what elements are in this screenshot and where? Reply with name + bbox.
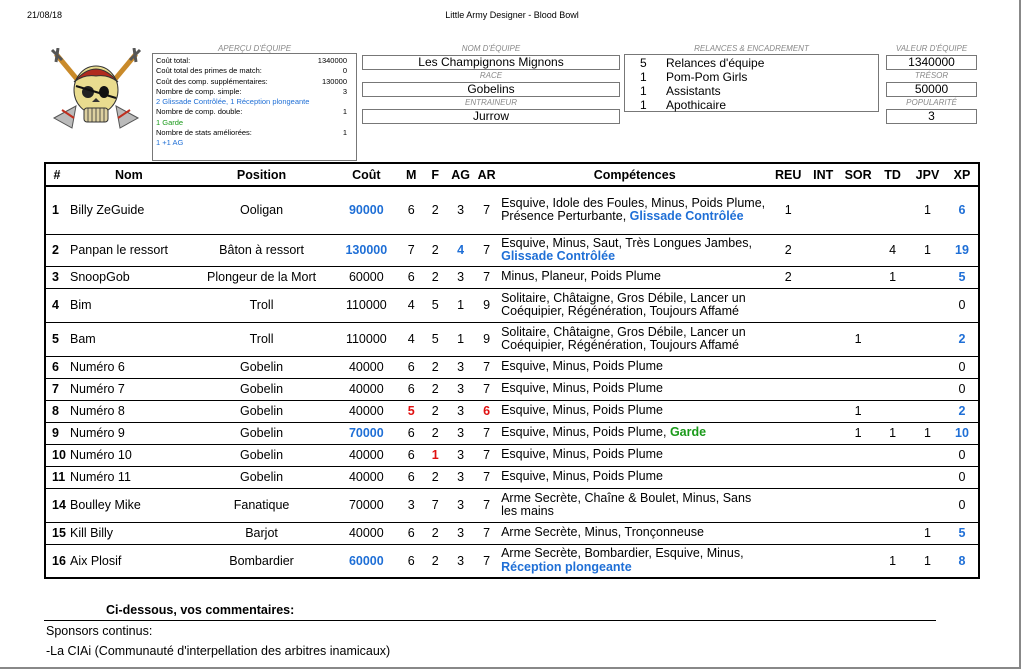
player-ar: 7 <box>474 356 499 378</box>
player-f: 2 <box>423 422 447 444</box>
player-number: 10 <box>45 444 68 466</box>
player-position: Plongeur de la Mort <box>190 266 334 288</box>
player-xp: 0 <box>946 356 979 378</box>
player-position: Troll <box>190 322 334 356</box>
player-ag: 3 <box>447 522 474 544</box>
player-int <box>806 522 840 544</box>
table-row <box>45 400 979 422</box>
player-int <box>806 422 840 444</box>
player-cost: 110000 <box>333 322 399 356</box>
treasury-label: TRÉSOR <box>914 71 949 80</box>
player-name: Kill Billy <box>68 522 190 544</box>
team-name-label: NOM D'ÉQUIPE <box>461 44 521 53</box>
player-f: 2 <box>423 466 447 488</box>
player-f: 1 <box>423 444 447 466</box>
player-position: Gobelin <box>190 466 334 488</box>
player-xp: 10 <box>946 422 979 444</box>
player-skills: Esquive, Minus, Poids Plume <box>499 378 770 400</box>
player-td: 4 <box>876 234 909 266</box>
player-ag: 3 <box>447 378 474 400</box>
table-row <box>45 444 979 466</box>
popularity-label: POPULARITÉ <box>906 98 957 107</box>
player-reu <box>770 288 806 322</box>
extra-skill: Garde <box>669 425 707 440</box>
staff-apothecary: 1 Apothicaire <box>640 98 727 112</box>
team-overview-label: APERÇU D'ÉQUIPE <box>217 44 292 53</box>
comments-divider <box>44 620 936 621</box>
player-reu: 1 <box>770 186 806 234</box>
staff-rerolls: 5 Relances d'équipe <box>640 56 765 70</box>
player-cost: 70000 <box>333 488 399 522</box>
player-name: Numéro 8 <box>68 400 190 422</box>
col-f: F <box>423 163 447 186</box>
team-value-field: 1340000 <box>886 55 977 70</box>
team-overview-box <box>152 53 357 161</box>
team-name-field: Les Champignons Mignons <box>362 55 620 70</box>
player-skills: Esquive, Minus, Poids Plume <box>499 400 770 422</box>
player-jpv: 1 <box>909 186 946 234</box>
player-reu <box>770 378 806 400</box>
player-reu <box>770 322 806 356</box>
player-f: 2 <box>423 544 447 578</box>
player-cost: 60000 <box>333 266 399 288</box>
player-jpv <box>909 288 946 322</box>
overview-simple-skills-list: 2 Glissade Contrôlée, 1 Réception plongeante <box>156 97 310 107</box>
player-ag: 3 <box>447 356 474 378</box>
player-number: 8 <box>45 400 68 422</box>
player-td <box>876 400 909 422</box>
col-sor: SOR <box>840 163 876 186</box>
player-cost: 60000 <box>333 544 399 578</box>
player-number: 16 <box>45 544 68 578</box>
player-f: 2 <box>423 356 447 378</box>
player-xp: 5 <box>946 266 979 288</box>
player-m: 6 <box>399 378 423 400</box>
overview-simple-skills: Nombre de comp. simple: 3 <box>156 86 347 96</box>
player-m: 6 <box>399 522 423 544</box>
player-jpv: 1 <box>909 422 946 444</box>
race-field: Gobelins <box>362 82 620 97</box>
player-m: 6 <box>399 544 423 578</box>
col-skills: Compétences <box>499 163 770 186</box>
player-cost: 40000 <box>333 522 399 544</box>
player-xp: 6 <box>946 186 979 234</box>
player-cost: 90000 <box>333 186 399 234</box>
player-int <box>806 322 840 356</box>
player-f: 2 <box>423 266 447 288</box>
player-sor <box>840 488 876 522</box>
player-name: Numéro 7 <box>68 378 190 400</box>
overview-double-skills: Nombre de comp. double: 1 <box>156 107 347 117</box>
player-xp: 0 <box>946 288 979 322</box>
player-m: 6 <box>399 444 423 466</box>
player-td <box>876 522 909 544</box>
player-reu <box>770 544 806 578</box>
player-int <box>806 544 840 578</box>
overview-total-cost: Coût total: 1340000 <box>156 56 347 65</box>
player-jpv <box>909 488 946 522</box>
player-ar: 7 <box>474 522 499 544</box>
player-number: 4 <box>45 288 68 322</box>
col-reu: REU <box>770 163 806 186</box>
popularity-field: 3 <box>886 109 977 124</box>
player-skills: Arme Secrète, Chaîne & Boulet, Minus, Sans les mains <box>499 488 770 522</box>
coach-field: Jurrow <box>362 109 620 124</box>
player-ag: 1 <box>447 322 474 356</box>
player-skills: Esquive, Minus, Poids Plume, Garde <box>499 422 770 444</box>
player-ar: 7 <box>474 444 499 466</box>
print-date: 21/08/18 <box>27 10 63 20</box>
player-name: Panpan le ressort <box>68 234 190 266</box>
staff-assistants: 1 Assistants <box>640 84 721 98</box>
player-td <box>876 444 909 466</box>
table-row <box>45 356 979 378</box>
player-ag: 3 <box>447 444 474 466</box>
overview-improved-stats-list: 1 +1 AG <box>156 138 184 148</box>
player-f: 2 <box>423 234 447 266</box>
player-position: Bâton à ressort <box>190 234 334 266</box>
player-ar: 7 <box>474 422 499 444</box>
player-td: 1 <box>876 266 909 288</box>
player-ar: 7 <box>474 466 499 488</box>
player-cost: 70000 <box>333 422 399 444</box>
player-jpv <box>909 378 946 400</box>
player-position: Gobelin <box>190 356 334 378</box>
player-ar: 7 <box>474 378 499 400</box>
player-xp: 0 <box>946 444 979 466</box>
player-skills: Esquive, Minus, Poids Plume <box>499 466 770 488</box>
player-sor <box>840 466 876 488</box>
player-ar: 7 <box>474 266 499 288</box>
player-int <box>806 400 840 422</box>
table-row <box>45 266 979 288</box>
player-sor: 1 <box>840 322 876 356</box>
player-number: 6 <box>45 356 68 378</box>
player-ag: 3 <box>447 422 474 444</box>
player-td <box>876 466 909 488</box>
player-xp: 5 <box>946 522 979 544</box>
player-td <box>876 322 909 356</box>
player-number: 15 <box>45 522 68 544</box>
player-m: 7 <box>399 234 423 266</box>
player-position: Barjot <box>190 522 334 544</box>
player-skills: Solitaire, Châtaigne, Gros Débile, Lancer un Coéquipier, Régénération, Toujours Affamé <box>499 322 770 356</box>
table-row <box>45 378 979 400</box>
player-m: 6 <box>399 266 423 288</box>
player-ar: 7 <box>474 488 499 522</box>
player-xp: 2 <box>946 322 979 356</box>
table-row <box>45 288 979 322</box>
col-td: TD <box>876 163 909 186</box>
player-reu <box>770 522 806 544</box>
player-f: 7 <box>423 488 447 522</box>
player-reu: 2 <box>770 266 806 288</box>
player-position: Fanatique <box>190 488 334 522</box>
player-skills: Minus, Planeur, Poids Plume <box>499 266 770 288</box>
player-int <box>806 356 840 378</box>
player-m: 4 <box>399 288 423 322</box>
player-jpv <box>909 322 946 356</box>
player-number: 2 <box>45 234 68 266</box>
col-jpv: JPV <box>909 163 946 186</box>
table-row <box>45 422 979 444</box>
player-m: 3 <box>399 488 423 522</box>
col-ar: AR <box>474 163 499 186</box>
table-row <box>45 466 979 488</box>
player-sor <box>840 356 876 378</box>
player-skills: Esquive, Minus, Saut, Très Longues Jambes, Glissade Contrôlée <box>499 234 770 266</box>
player-ar: 9 <box>474 322 499 356</box>
player-sor <box>840 266 876 288</box>
player-td <box>876 186 909 234</box>
player-cost: 110000 <box>333 288 399 322</box>
player-position: Ooligan <box>190 186 334 234</box>
table-row <box>45 234 979 266</box>
comment-line-1: Sponsors continus: <box>46 624 153 638</box>
player-xp: 19 <box>946 234 979 266</box>
player-f: 2 <box>423 186 447 234</box>
table-row <box>45 322 979 356</box>
rerolls-staff-label: RELANCES & ENCADREMENT <box>694 44 809 53</box>
player-int <box>806 466 840 488</box>
player-skills: Arme Secrète, Bombardier, Esquive, Minus, Réception plongeante <box>499 544 770 578</box>
player-ag: 3 <box>447 544 474 578</box>
player-name: Numéro 10 <box>68 444 190 466</box>
player-f: 2 <box>423 400 447 422</box>
roster-table <box>44 162 980 579</box>
player-reu <box>770 444 806 466</box>
player-sor <box>840 234 876 266</box>
player-cost: 40000 <box>333 466 399 488</box>
player-jpv <box>909 466 946 488</box>
player-ag: 1 <box>447 288 474 322</box>
player-skills: Esquive, Minus, Poids Plume <box>499 444 770 466</box>
player-skills: Esquive, Idole des Foules, Minus, Poids Plume, Présence Perturbante, Glissade Contrôlée <box>499 186 770 234</box>
document-title: Little Army Designer - Blood Bowl <box>445 10 579 20</box>
player-reu: 2 <box>770 234 806 266</box>
player-f: 2 <box>423 522 447 544</box>
player-m: 4 <box>399 322 423 356</box>
player-ag: 3 <box>447 488 474 522</box>
player-name: Numéro 11 <box>68 466 190 488</box>
player-reu <box>770 466 806 488</box>
rerolls-staff-box <box>624 54 879 112</box>
player-cost: 40000 <box>333 378 399 400</box>
player-cost: 40000 <box>333 400 399 422</box>
player-cost: 40000 <box>333 444 399 466</box>
player-td: 1 <box>876 544 909 578</box>
player-m: 6 <box>399 186 423 234</box>
player-reu <box>770 356 806 378</box>
team-value-label: VALEUR D'ÉQUIPE <box>895 44 968 53</box>
player-f: 2 <box>423 378 447 400</box>
player-td <box>876 288 909 322</box>
player-name: Aix Plosif <box>68 544 190 578</box>
coach-label: ENTRAINEUR <box>464 98 517 107</box>
player-sor: 1 <box>840 422 876 444</box>
player-m: 6 <box>399 422 423 444</box>
pirate-skull-crossed-swords-icon <box>48 48 144 140</box>
roster-header-row <box>45 163 979 186</box>
player-xp: 0 <box>946 488 979 522</box>
treasury-field: 50000 <box>886 82 977 97</box>
player-number: 14 <box>45 488 68 522</box>
table-row <box>45 544 979 578</box>
player-sor <box>840 288 876 322</box>
player-ag: 4 <box>447 234 474 266</box>
player-number: 7 <box>45 378 68 400</box>
player-jpv <box>909 356 946 378</box>
player-position: Gobelin <box>190 422 334 444</box>
player-jpv <box>909 444 946 466</box>
player-number: 5 <box>45 322 68 356</box>
player-m: 5 <box>399 400 423 422</box>
player-position: Gobelin <box>190 400 334 422</box>
player-sor <box>840 186 876 234</box>
player-jpv: 1 <box>909 544 946 578</box>
player-name: Numéro 9 <box>68 422 190 444</box>
player-number: 11 <box>45 466 68 488</box>
col-xp: XP <box>946 163 979 186</box>
player-name: Billy ZeGuide <box>68 186 190 234</box>
player-name: Boulley Mike <box>68 488 190 522</box>
player-sor <box>840 544 876 578</box>
player-int <box>806 288 840 322</box>
overview-extra-skills-cost: Coût des comp. supplémentaires: 130000 <box>156 76 347 86</box>
player-int <box>806 444 840 466</box>
player-ar: 7 <box>474 234 499 266</box>
col-number: # <box>45 163 68 186</box>
col-m: M <box>399 163 423 186</box>
player-jpv: 1 <box>909 234 946 266</box>
col-name: Nom <box>68 163 190 186</box>
player-xp: 0 <box>946 466 979 488</box>
overview-double-skills-list: 1 Garde <box>156 117 184 127</box>
overview-improved-stats: Nombre de stats améliorées: 1 <box>156 128 347 138</box>
player-jpv <box>909 266 946 288</box>
player-reu <box>770 488 806 522</box>
player-position: Bombardier <box>190 544 334 578</box>
table-row <box>45 186 979 234</box>
table-row <box>45 488 979 522</box>
player-sor <box>840 378 876 400</box>
player-name: Bim <box>68 288 190 322</box>
player-cost: 40000 <box>333 356 399 378</box>
player-sor <box>840 522 876 544</box>
player-td <box>876 378 909 400</box>
player-ar: 7 <box>474 544 499 578</box>
player-td <box>876 488 909 522</box>
player-ag: 3 <box>447 186 474 234</box>
player-m: 6 <box>399 356 423 378</box>
player-ag: 3 <box>447 400 474 422</box>
col-position: Position <box>190 163 334 186</box>
player-reu <box>770 422 806 444</box>
col-int: INT <box>806 163 840 186</box>
player-sor: 1 <box>840 400 876 422</box>
player-ag: 3 <box>447 466 474 488</box>
comment-line-2: -La CIAi (Communauté d'interpellation des arbitres inamicaux) <box>46 644 391 658</box>
player-cost: 130000 <box>333 234 399 266</box>
player-td <box>876 356 909 378</box>
race-label: RACE <box>479 71 503 80</box>
player-name: Numéro 6 <box>68 356 190 378</box>
player-skills: Arme Secrète, Minus, Tronçonneuse <box>499 522 770 544</box>
col-cost: Coût <box>333 163 399 186</box>
player-name: SnoopGob <box>68 266 190 288</box>
player-jpv <box>909 400 946 422</box>
extra-skill: Glissade Contrôlée <box>501 249 616 263</box>
player-reu <box>770 400 806 422</box>
player-sor <box>840 444 876 466</box>
player-xp: 8 <box>946 544 979 578</box>
col-ag: AG <box>447 163 474 186</box>
player-xp: 0 <box>946 378 979 400</box>
player-int <box>806 186 840 234</box>
player-position: Gobelin <box>190 378 334 400</box>
player-ar: 7 <box>474 186 499 234</box>
player-position: Gobelin <box>190 444 334 466</box>
player-number: 1 <box>45 186 68 234</box>
player-td: 1 <box>876 422 909 444</box>
player-int <box>806 488 840 522</box>
player-ag: 3 <box>447 266 474 288</box>
player-int <box>806 234 840 266</box>
table-row <box>45 522 979 544</box>
player-f: 5 <box>423 322 447 356</box>
overview-match-bonus: Coût total des primes de match: 0 <box>156 66 347 76</box>
player-f: 5 <box>423 288 447 322</box>
player-skills: Solitaire, Châtaigne, Gros Débile, Lancer un Coéquipier, Régénération, Toujours Affamé <box>499 288 770 322</box>
player-skills: Esquive, Minus, Poids Plume <box>499 356 770 378</box>
player-number: 3 <box>45 266 68 288</box>
extra-skill: Glissade Contrôlée <box>629 209 744 224</box>
player-jpv: 1 <box>909 522 946 544</box>
player-ar: 6 <box>474 400 499 422</box>
extra-skill: Réception plongeante <box>501 559 632 574</box>
player-int <box>806 378 840 400</box>
comments-title: Ci-dessous, vos commentaires: <box>106 603 295 617</box>
player-int <box>806 266 840 288</box>
player-ar: 9 <box>474 288 499 322</box>
player-name: Bam <box>68 322 190 356</box>
player-xp: 2 <box>946 400 979 422</box>
player-number: 9 <box>45 422 68 444</box>
staff-cheerleaders: 1 Pom-Pom Girls <box>640 70 748 84</box>
player-m: 6 <box>399 466 423 488</box>
player-position: Troll <box>190 288 334 322</box>
